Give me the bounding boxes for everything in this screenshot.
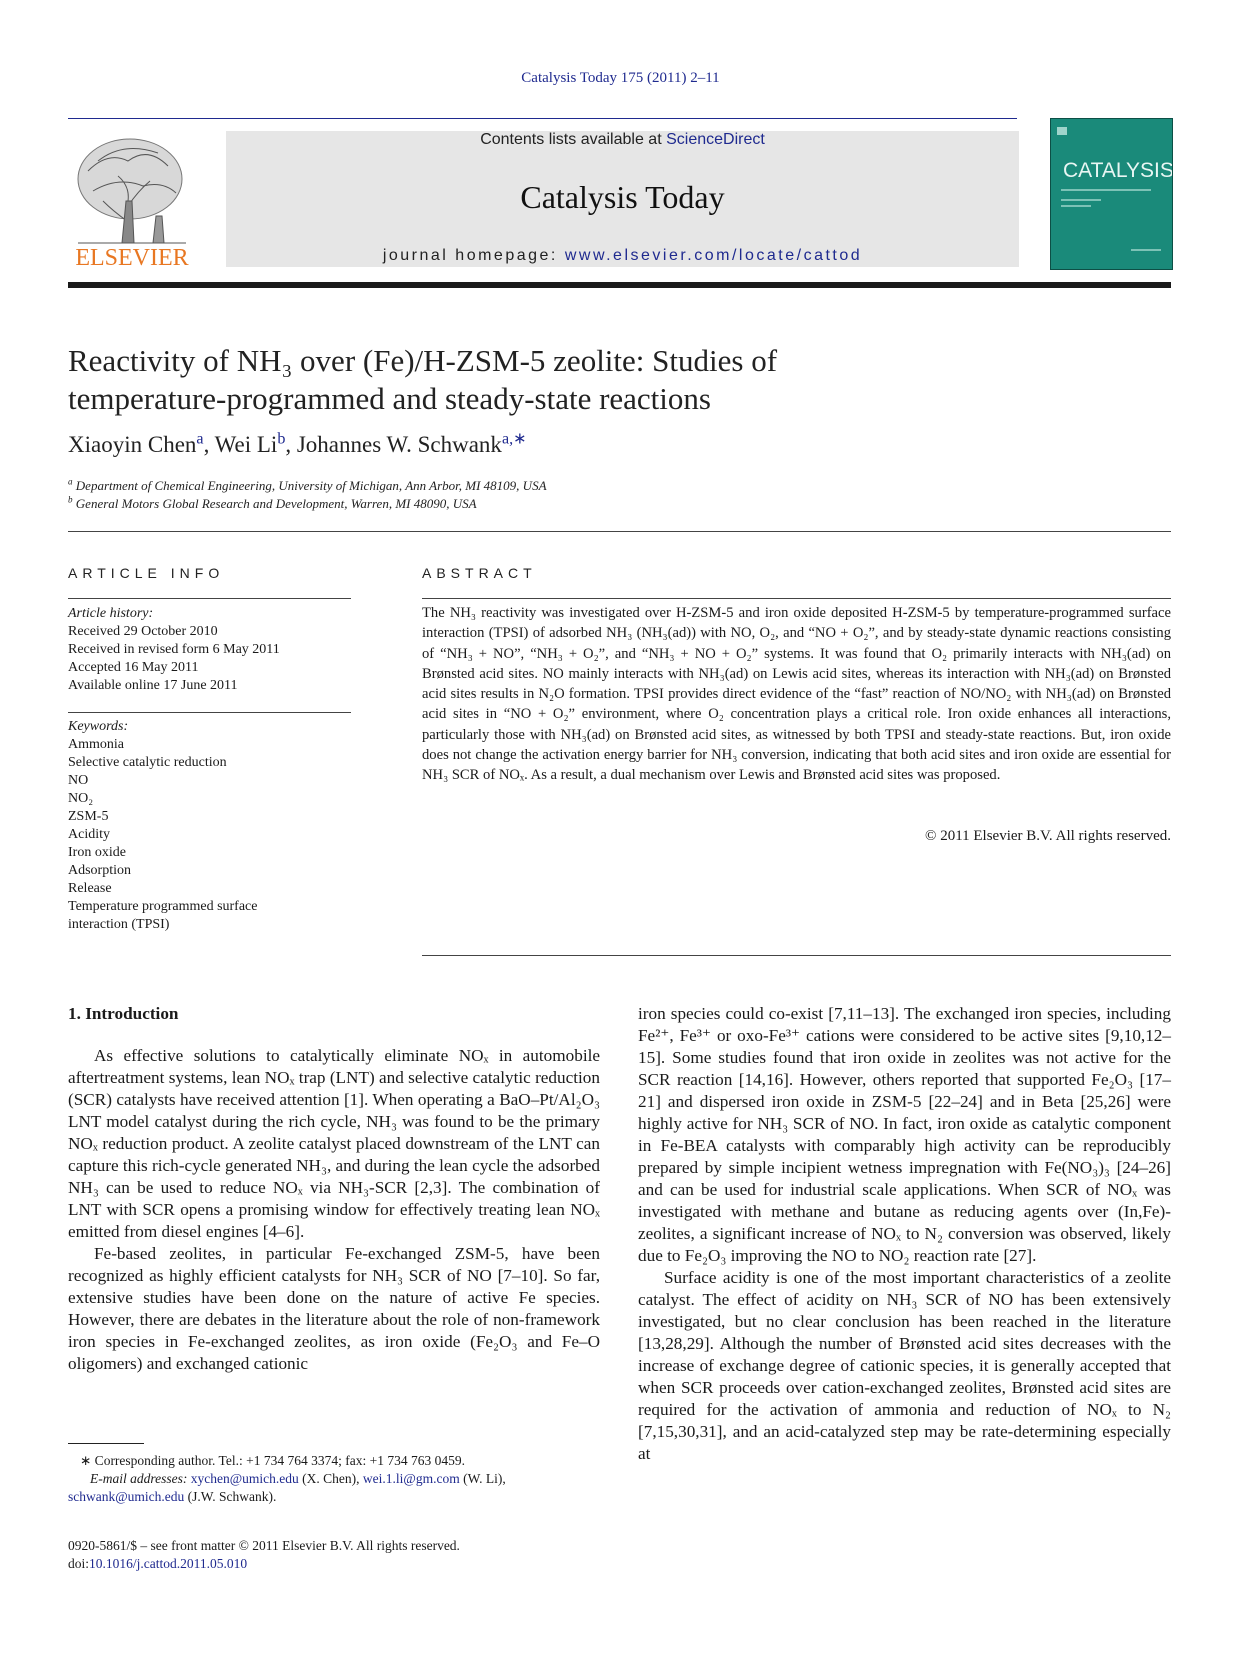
author-list: Xiaoyin Chen$^a$, Wei Li$^b$, Johannes W. Schwank$^{a,∗}$ [68, 430, 527, 457]
keywords [68, 718, 351, 934]
keyword: ZSM-5 [68, 809, 109, 824]
tree-icon [68, 131, 196, 271]
contents-line [226, 131, 1019, 149]
abstract-text: The NH₃ reactivity was investigated over H-ZSM-5 and iron oxide deposited H-ZSM-5 by temperature-programmed surface interaction (TPSI) of adsorbed NH₃ (NH₃(ad)) with NO, O₂, and “NO + O₂”, and by steady-state dynamic reactions consisting of “NH₃ + NO”, “NH₃ + O₂”, and “NH₃ + NO + O₂” systems. It was found that O₂ primarily interacts with NH₃(ad) on Brønsted acid sites. NO mainly interacts with NH₃(ad) on Lewis acid sites, whereas its interaction with NH₃(ad) on Brønsted acid sites results in N₂O formation. TPSI provides direct evidence of the “fast” reaction of NO/NO₂ with NH₃(ad) on Brønsted acid sites in “NO + O₂” environment, where O₂ concentration plays a critical role. Iron oxide enhances all interactions, particularly those with NH₃(ad) on Brønsted acid sites, as witnessed by both TPSI and steady-state reactions. But, iron oxide does not change the activation energy barrier for NH₃ conversion, indicating that both acid sites and iron oxide are essential for NH₃ SCR of NOₓ. As a result, a dual mechanism over Lewis and Brønsted acid sites was proposed. [422, 605, 1171, 784]
doi-link[interactable]: 10.1016/j.cattod.2011.05.010 [89, 1555, 248, 1571]
email-link[interactable]: schwank@umich.edu [68, 1489, 185, 1504]
email-owner: (X. Chen), [302, 1471, 360, 1486]
affiliation [68, 478, 547, 494]
doi-prefix: doi: [68, 1555, 90, 1571]
journal-reference[interactable]: Catalysis Today 175 (2011) 2–11 [521, 70, 720, 86]
author-affiliation-marker[interactable]: b [277, 430, 286, 448]
svg-text:ELSEVIER: ELSEVIER [75, 245, 189, 271]
history-item: Received 29 October 2010 [68, 624, 218, 639]
history-item: Accepted 16 May 2011 [68, 660, 199, 675]
keyword: Release [68, 881, 112, 896]
article-title-line-1: Reactivity of NH₃ over (Fe)/H-ZSM-5 zeolite: Studies of [68, 343, 778, 378]
keyword: Iron oxide [68, 845, 126, 860]
keyword: interaction (TPSI) [68, 917, 170, 932]
abstract-rule [422, 955, 1171, 956]
title-divider [68, 531, 1171, 532]
footnote [68, 1452, 600, 1506]
keyword: Ammonia [68, 737, 124, 752]
article-history [68, 605, 280, 695]
corresponding-author-note: ∗ Corresponding author. Tel.: +1 734 764 3374; fax: +1 734 763 0459. [80, 1453, 465, 1468]
author-name: Johannes W. Schwank [296, 432, 502, 457]
article-title-line-2: temperature-programmed and steady-state reactions [68, 381, 711, 416]
journal-homepage [226, 247, 1019, 265]
affiliation [68, 496, 477, 512]
journal-banner [226, 131, 1019, 267]
affiliation-marker: b [68, 494, 73, 505]
keyword: Temperature programmed surface [68, 899, 258, 914]
body-paragraph: Surface acidity is one of the most important characteristics of a zeolite catalyst. The effect of acidity on NH₃ SCR of NO has been extensively investigated, but no clear conclusion has been reached in the literature [13,28,29]. Although the number of Brønsted acid sites decreases with the increase of exchange degree of cationic species, it is generally accepted that when SCR proceeds over cation-exchanged zeolites, Brønsted acid sites are required for the activation of ammonia and reduction of NOₓ to N₂ [7,15,30,31], and an acid-catalyzed step may be rate-determining especially at [638, 1268, 1171, 1463]
abstract-copyright: © 2011 Elsevier B.V. All rights reserved. [925, 828, 1171, 844]
abstract-rule [422, 598, 1171, 599]
homepage-link[interactable]: www.elsevier.com/locate/cattod [564, 247, 863, 264]
affiliation-marker: a [68, 476, 73, 487]
body-paragraph: iron species could co-exist [7,11–13]. The exchanged iron species, including Fe²⁺, Fe³⁺ or oxo-Fe³⁺ cations were considered to be active sites [9,10,12–15]. Some studies found that iron oxide in zeolites was not active for the SCR reaction [14,16]. However, others reported that supported Fe₂O₃ [17–21] and dispersed iron oxide in ZSM-5 [22–24] and in Beta [25,26] were highly active for NH₃ SCR of NO. In fact, iron oxide as catalytic component in Fe-BEA catalysts with comparably high activity can be reproducibly prepared by simple incipient wetness impregnation with Fe(NO₃)₃ [24–26] and can be used for industrial scale applications. When SCR of NOₓ was investigated with methane and butane as reducing agents over (In,Fe)-zeolites, a significant increase of NOₓ to N₂ conversion was observed, likely due to Fe₂O₃ improving the NO to NO₂ reaction rate [27]. [638, 1004, 1171, 1265]
email-owner: (J.W. Schwank). [187, 1489, 277, 1504]
history-item: Available online 17 June 2011 [68, 678, 238, 693]
history-item: Received in revised form 6 May 2011 [68, 642, 280, 657]
email-link[interactable]: xychen@umich.edu [190, 1471, 299, 1486]
keyword: NO₂ [68, 791, 94, 806]
email-link[interactable]: wei.1.li@gm.com [362, 1471, 460, 1486]
contents-prefix: Contents lists available at [480, 131, 662, 148]
article-title [68, 342, 968, 418]
keyword: Adsorption [68, 863, 131, 878]
author-affiliation-marker[interactable]: a [196, 430, 204, 448]
keyword: NO [68, 773, 89, 788]
svg-text:CATALYSIS: CATALYSIS [1063, 159, 1172, 182]
affiliation-text: General Motors Global Research and Development, Warren, MI 48090, USA [75, 496, 477, 511]
article-info-heading: ARTICLE INFO [68, 565, 225, 581]
sciencedirect-link[interactable]: ScienceDirect [666, 131, 765, 148]
journal-cover-image [1050, 118, 1173, 270]
article-history-label: Article history: [68, 606, 154, 621]
email-label: E-mail addresses: [90, 1471, 188, 1486]
author-affiliation-marker[interactable]: a,∗ [501, 430, 527, 448]
keyword: Selective catalytic reduction [68, 755, 227, 770]
body-paragraph: Fe-based zeolites, in particular Fe-exchanged ZSM-5, have been recognized as highly efficient catalysts for NH₃ SCR of NO [7–10]. So far, extensive studies have been done on the nature of active Fe species. However, there are debates in the literature about the role of non-framework iron species in Fe-exchanged zeolites, as iron oxide (Fe₂O₃ and Fe–O oligomers) and exchanged cationic [68, 1244, 600, 1373]
email-owner: (W. Li), [463, 1471, 506, 1486]
section-heading: 1. Introduction [68, 1004, 179, 1023]
keyword: Acidity [68, 827, 110, 842]
issn-line: 0920-5861/$ – see front matter © 2011 Elsevier B.V. All rights reserved. [68, 1538, 460, 1553]
body-column-left [68, 1003, 600, 1375]
journal-title: Catalysis Today [520, 179, 725, 215]
header-divider [68, 282, 1171, 288]
article-info-rule [68, 598, 351, 599]
homepage-prefix: journal homepage: [382, 247, 558, 264]
body-column-right [638, 1003, 1171, 1465]
body-paragraph: As effective solutions to catalytically eliminate NOₓ in automobile aftertreatment systems, lean NOₓ trap (LNT) and selective catalytic reduction (SCR) catalysts have received attention [1]. When operating a BaO–Pt/Al₂O₃ LNT model catalyst during the rich cycle, NH₃ was found to be the primary NOₓ reduction product. A zeolite catalyst placed downstream of the LNT can capture this rich-cycle generated NH₃, and during the lean cycle the adsorbed NH₃ can be used to reduce NOₓ via NH₃-SCR [2,3]. The combination of LNT with SCR opens a promising window for effectively treating lean NOₓ emitted from diesel engines [4–6]. [68, 1046, 600, 1241]
keywords-label: Keywords: [68, 719, 129, 734]
author-name: Wei Li [214, 432, 278, 457]
abstract-heading: ABSTRACT [422, 565, 537, 581]
author-name: Xiaoyin Chen [68, 432, 197, 457]
affiliation-text: Department of Chemical Engineering, University of Michigan, Ann Arbor, MI 48109, USA [75, 478, 547, 493]
elsevier-logo [68, 131, 196, 271]
header-rule [68, 118, 1017, 119]
article-info-rule [68, 712, 351, 713]
front-matter [68, 1537, 460, 1572]
footnote-rule [68, 1443, 144, 1444]
